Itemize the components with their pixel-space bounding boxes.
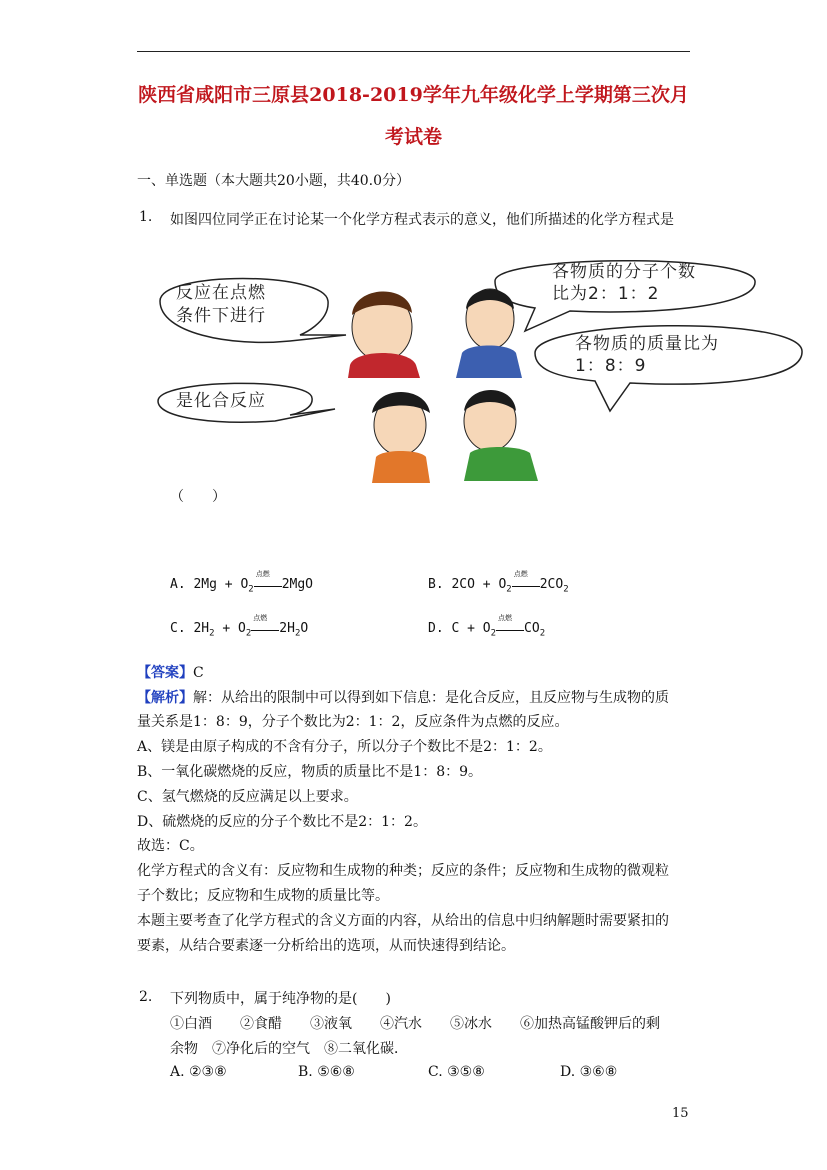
question-2-option-c: C. ③⑤⑧	[428, 1064, 485, 1080]
header-rule	[137, 51, 690, 52]
discussion-illustration	[150, 253, 810, 485]
reaction-arrow: 点燃	[254, 580, 282, 590]
page-number: 15	[672, 1106, 689, 1121]
speech-bubble-2	[495, 261, 755, 331]
option-a: A. $2Mg + O_2$ 点燃 2MgO	[170, 569, 314, 595]
analysis-line-6: D、硫燃烧的反应的分子个数比不是2：1：2。	[137, 814, 427, 830]
question-1-number: 1.	[139, 209, 153, 225]
reaction-arrow: 点燃	[251, 624, 279, 634]
question-2-items-line2: 余物 ⑦净化后的空气 ⑧二氧化碳．	[170, 1041, 408, 1057]
bubble-2-line2: 比为2：1：2	[552, 284, 660, 304]
answer-line	[137, 661, 204, 685]
bubble-3-line2: 1：8：9	[575, 356, 647, 376]
document-title-line1: 陕西省咸阳市三原县2018-2019学年九年级化学上学期第三次月	[138, 84, 689, 106]
speech-bubble-1	[160, 279, 346, 343]
bubble-1-line2: 条件下进行	[176, 306, 266, 326]
student-figure-3	[372, 392, 430, 483]
reaction-arrow: 点燃	[496, 624, 524, 634]
analysis-tag: 【解析】	[137, 690, 193, 706]
question-1-stem: 如图四位同学正在讨论某一个化学方程式表示的意义，他们所描述的化学方程式是	[170, 212, 674, 228]
analysis-line-1: 【解析】解：从给出的限制中可以得到如下信息：是化合反应，且反应物与生成物的质	[137, 690, 669, 706]
student-figure-2	[456, 289, 522, 378]
analysis-line-11: 要素，从结合要素逐一分析给出的选项，从而快速得到结论。	[137, 938, 515, 954]
question-2-number: 2.	[139, 989, 153, 1005]
analysis-line-2: 量关系是1：8：9，分子个数比为2：1：2，反应条件为点燃的反应。	[137, 714, 569, 730]
student-figure-1	[348, 291, 420, 378]
question-2-items-line1: ①白酒 ②食醋 ③液氧 ④汽水 ⑤冰水 ⑥加热高锰酸钾后的剩	[170, 1016, 660, 1032]
analysis-line-7: 故选：C。	[137, 838, 204, 854]
analysis-line-3: A、镁是由原子构成的不含有分子，所以分子个数比不是2：1：2。	[137, 739, 552, 755]
document-title-line2: 考试卷	[384, 126, 442, 148]
speech-bubble-3	[535, 326, 802, 411]
question-2-stem: 下列物质中，属于纯净物的是( )	[170, 991, 391, 1007]
option-d: D. $C + O_2$ 点燃 $CO_2$	[428, 613, 546, 639]
answer-tag: 【答案】	[137, 665, 193, 681]
analysis-line-4: B、一氧化碳燃烧的反应，物质的质量比不是1：8：9。	[137, 764, 483, 780]
question-2-option-b: B. ⑤⑥⑧	[298, 1064, 355, 1080]
option-b: B. $2CO + O_2$ 点燃 $2CO_2$	[428, 569, 569, 595]
question-2-option-d: D. ③⑥⑧	[560, 1064, 618, 1080]
answer-value: C	[193, 665, 204, 681]
analysis-line-5: C、氢气燃烧的反应满足以上要求。	[137, 789, 358, 805]
question-2-option-a: A. ②③⑧	[170, 1064, 227, 1080]
bubble-2-line1: 各物质的分子个数	[552, 262, 696, 282]
bubble-4-text: 是化合反应	[176, 391, 266, 411]
analysis-line-10: 本题主要考查了化学方程式的含义方面的内容，从给出的信息中归纳解题时需要紧扣的	[137, 913, 669, 929]
bubble-3-line1: 各物质的质量比为	[575, 334, 719, 354]
option-c: C. $2H_2 + O_2$ 点燃 $2H_2O$	[170, 613, 309, 639]
speech-bubble-4	[158, 383, 335, 422]
analysis-line-9: 子个数比；反应物和生成物的质量比等。	[137, 888, 389, 904]
bubble-1-line1: 反应在点燃	[176, 283, 266, 303]
answer-blank: （ ）	[170, 489, 226, 505]
student-figure-4	[464, 390, 538, 481]
analysis-line-8: 化学方程式的含义有：反应物和生成物的种类；反应的条件；反应物和生成物的微观粒	[137, 863, 669, 879]
reaction-arrow: 点燃	[512, 580, 540, 590]
section-heading: 一、单选题（本大题共20小题，共40.0分）	[137, 173, 410, 189]
